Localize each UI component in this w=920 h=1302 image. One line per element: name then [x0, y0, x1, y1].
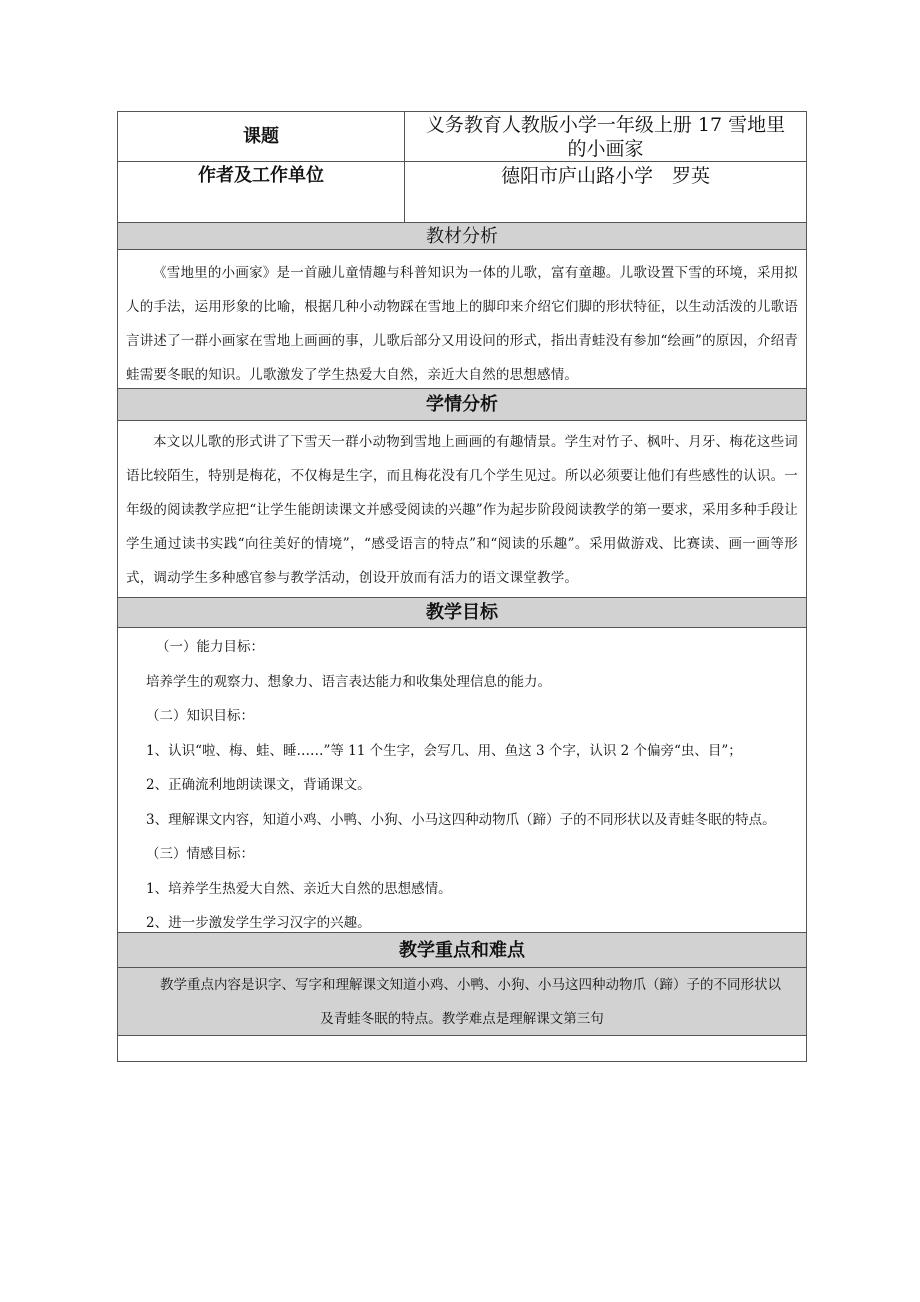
- section-body-material: [118, 250, 806, 389]
- goal-line: 1、培养学生热爱大自然、亲近大自然的思想感情。: [146, 880, 452, 897]
- students-text: 本文以儿歌的形式讲了下雪天一群小动物到雪地上画画的有趣情景。学生对竹子、枫叶、月牙、梅花这些词语比较陌生，特别是梅花，不仅梅是生字，而且梅花没有几个学生见过。所以必须要让他们有些感性的认识。一年级的阅读教学应把“让学生能朗读课文并感受阅读的兴趣”作为起步阶段阅读教学的第一要求，采用多种手段让学生通过读书实践“向往美好的情境”，“感受语言的特点”和“阅读的乐趣”。采用做游戏、比赛读、画一画等形式，调动学生多种感官参与教学活动，创设开放而有活力的语文课堂教学。: [126, 434, 798, 586]
- section-title-material: 教材分析: [118, 223, 806, 250]
- lesson-plan-table: [117, 111, 807, 1062]
- goal-line: 2、正确流利地朗读课文，背诵课文。: [146, 777, 371, 793]
- topic-value-line2: 的小画家: [567, 138, 644, 160]
- section-body-students: [118, 421, 806, 598]
- topic-value-line1: 义务教育人教版小学一年级上册 17 雪地里: [425, 114, 786, 136]
- material-text: 《雪地里的小画家》是一首融儿童情趣与科普知识为一体的儿歌，富有童趣。儿歌设置下雪的环境，采用拟人的手法，运用形象的比喻，根据几种小动物踩在雪地上的脚印来介绍它们脚的形状特征，以生动活泼的儿歌语言讲述了一群小画家在雪地上画画的事，儿歌后部分又用设问的形式，指出青蛙没有参加“绘画”的原因，介绍青蛙需要冬眠的知识。儿歌激发了学生热爱大自然，亲近大自然的思想感情。: [126, 265, 798, 383]
- goal-line: （一）能力目标：: [156, 639, 264, 655]
- goal-line: 3、理解课文内容，知道小鸡、小鸭、小狗、小马这四种动物爪（蹄）子的不同形状以及青蛙冬眠的特点。: [146, 811, 776, 828]
- section-title-goals: 教学目标: [118, 598, 806, 628]
- keypoints-line2: 及青蛙冬眠的特点。教学难点是理解课文第三句: [320, 1011, 604, 1027]
- topic-value: [405, 112, 806, 161]
- keypoints-line1: 教学重点内容是识字、写字和理解课文知道小鸡、小鸭、小狗、小马这四种动物爪（蹄）子的不同形状以: [160, 977, 781, 993]
- author-label: 作者及工作单位: [118, 162, 405, 222]
- goal-line: （二）知识目标：: [146, 708, 254, 724]
- empty-row: [118, 1036, 806, 1061]
- section-body-goals: [118, 628, 806, 933]
- author-value: 德阳市庐山路小学 罗英: [500, 165, 710, 187]
- topic-row: [118, 112, 806, 162]
- goal-line: 1、认识“啦、梅、蛙、睡……”等 11 个生字，会写几、用、鱼这 3 个字，认识 2 个偏旁“虫、目”；: [146, 742, 742, 759]
- author-row: [118, 162, 806, 223]
- section-title-students: 学情分析: [118, 389, 806, 421]
- section-body-keypoints: [118, 968, 806, 1036]
- topic-label: 课题: [118, 112, 405, 161]
- goal-line: 2、进一步激发学生学习汉字的兴趣。: [146, 915, 371, 931]
- goal-line: 培养学生的观察力、想象力、语言表达能力和收集处理信息的能力。: [146, 673, 551, 690]
- section-title-keypoints: 教学重点和难点: [118, 933, 806, 968]
- goals-list: [118, 628, 806, 945]
- goal-line: （三）情感目标：: [146, 846, 254, 862]
